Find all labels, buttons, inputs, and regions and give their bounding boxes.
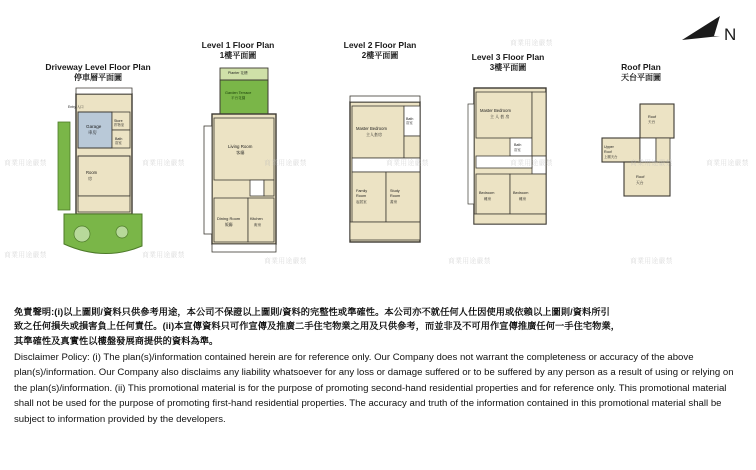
plan-title-roof [586,62,696,83]
svg-text:Planter 花槽: Planter 花槽 [228,71,248,75]
svg-text:平台花園: 平台花園 [231,96,246,100]
plan-drawing-level1 [198,64,290,264]
svg-text:浴室: 浴室 [406,121,413,125]
svg-text:廚房: 廚房 [254,223,262,227]
svg-text:Master Bedroom: Master Bedroom [356,126,387,131]
watermark-text: 商業用途嚴禁 [141,252,185,259]
plan-title-roof-en: Roof Plan [621,62,661,72]
svg-text:Family: Family [356,189,368,193]
disclaimer-block [14,305,742,427]
compass-label-n: N [724,25,737,44]
svg-text:Bath: Bath [115,137,123,141]
svg-text:Garden Terrace: Garden Terrace [225,91,252,95]
watermark-text: 商業用途嚴禁 [447,258,491,265]
watermark-text: 商業用途嚴禁 [509,40,553,47]
svg-text:Roof: Roof [636,174,645,179]
svg-text:車房: 車房 [88,130,97,135]
watermark [704,150,750,176]
plan-title-driveway [28,62,168,83]
watermark [2,150,48,176]
svg-text:Entry 入口: Entry 入口 [68,105,84,109]
watermark [446,248,492,274]
svg-text:Store: Store [114,119,123,123]
svg-text:浴室: 浴室 [514,148,521,152]
watermark [628,248,674,274]
svg-text:Upper: Upper [604,145,614,149]
svg-text:飯廳: 飯廳 [225,223,233,227]
north-arrow [680,14,740,54]
svg-text:Garage: Garage [86,124,102,129]
watermark-text: 商業用途嚴禁 [3,252,47,259]
watermark [2,242,48,268]
svg-text:Room: Room [356,194,367,198]
watermark-text: 商業用途嚴禁 [263,258,307,265]
svg-text:天台: 天台 [648,120,656,124]
plan-title-level2 [320,40,440,61]
watermark-text: 商業用途嚴禁 [509,160,553,167]
svg-text:睡房: 睡房 [519,197,527,201]
svg-text:Bath: Bath [514,143,522,147]
plan-title-level1 [178,40,298,61]
watermark-text: 商業用途嚴禁 [3,160,47,167]
svg-text:浴室: 浴室 [115,141,122,145]
disclaimer-chinese-line-2: 致之任何損失或損害負上任何責任。(ii)本宣傳資料只可作宣傳及推廣二手住宅物業之用及只供參考，而並非及不可用作宣傳推廣任何一手住宅物業， [14,321,621,332]
svg-text:主人套房: 主人套房 [366,132,382,137]
svg-text:睡房: 睡房 [484,197,492,201]
svg-text:Bedroom: Bedroom [513,191,529,195]
watermark-text: 商業用途嚴禁 [263,160,307,167]
disclaimer-english: Disclaimer Policy: (i) The plan(s)/information contained herein are for reference only. Our Company does not warrant the completeness or accuracy of the above plan(s)/information. Our Company also disclaims any liability whatsoever for any loss or damage suffered or to be suffered by any person as a result of using or relying on the plan(s)/information. (ii) This promotional material is for the purpose of promoting second-hand residential properties and for reference only. This promotional material shall not be used for the purpose of promoting first-hand residential properties. The accuracy and truth of the information contained in this promotional material shall be subject to information provided by the developers. [14,351,734,425]
plan-title-level2-zh: 2樓平面圖 [361,50,399,60]
plan-drawing-driveway [46,86,166,266]
plan-title-driveway-zh: 停車層平面圖 [74,72,122,82]
svg-text:天台: 天台 [636,181,644,185]
svg-text:Roof: Roof [648,115,657,119]
plan-title-level1-zh: 1樓平面圖 [219,50,257,60]
plan-drawing-level3 [466,74,562,244]
plan-drawing-level2 [340,64,436,254]
disclaimer-chinese [14,305,742,348]
svg-text:Study: Study [390,189,400,193]
svg-text:Dining Room: Dining Room [217,216,241,221]
plan-title-level2-en: Level 2 Floor Plan [343,40,417,50]
svg-text:Room: Room [390,194,401,198]
svg-text:書房: 書房 [390,200,398,204]
svg-text:Bath: Bath [406,117,414,121]
svg-text:Bedroom: Bedroom [479,191,495,195]
svg-text:房: 房 [88,176,92,181]
watermark-text: 商業用途嚴禁 [629,160,673,167]
plan-title-level3-zh: 3樓平面圖 [489,62,527,72]
watermark-text: 商業用途嚴禁 [385,160,429,167]
plan-title-level3 [448,52,568,73]
svg-text:客廳: 客廳 [236,150,245,155]
svg-text:Roof: Roof [604,150,612,154]
svg-text:Kitchen: Kitchen [250,217,263,221]
svg-text:貯物室: 貯物室 [114,123,125,127]
watermark-text: 商業用途嚴禁 [629,258,673,265]
svg-text:Master Bedroom: Master Bedroom [480,108,511,113]
plan-title-roof-zh: 天台平面圖 [621,72,661,82]
plan-title-driveway-en: Driveway Level Floor Plan [45,62,151,72]
disclaimer-chinese-line-1: 免責聲明:(i)以上圖則/資料只供參考用途，本公司不保證以上圖則/資料的完整性或準確性。本公司亦不就任何人仕因使用或依賴以上圖則/資料所引 [14,307,610,317]
svg-text:起居室: 起居室 [356,200,367,204]
svg-text:上層天台: 上層天台 [604,155,618,159]
disclaimer-chinese-line-3: 其準確性及真實性以樓盤發展商提供的資料為準。 [14,335,219,346]
watermark-text: 商業用途嚴禁 [705,160,749,167]
svg-text:Room: Room [86,170,98,175]
watermark-text: 商業用途嚴禁 [141,160,185,167]
plan-drawing-roof [578,94,698,214]
plan-title-level3-en: Level 3 Floor Plan [471,52,545,62]
svg-text:Living Room: Living Room [228,144,253,149]
svg-text:主 人 套 房: 主 人 套 房 [490,114,510,119]
plan-title-level1-en: Level 1 Floor Plan [201,40,275,50]
